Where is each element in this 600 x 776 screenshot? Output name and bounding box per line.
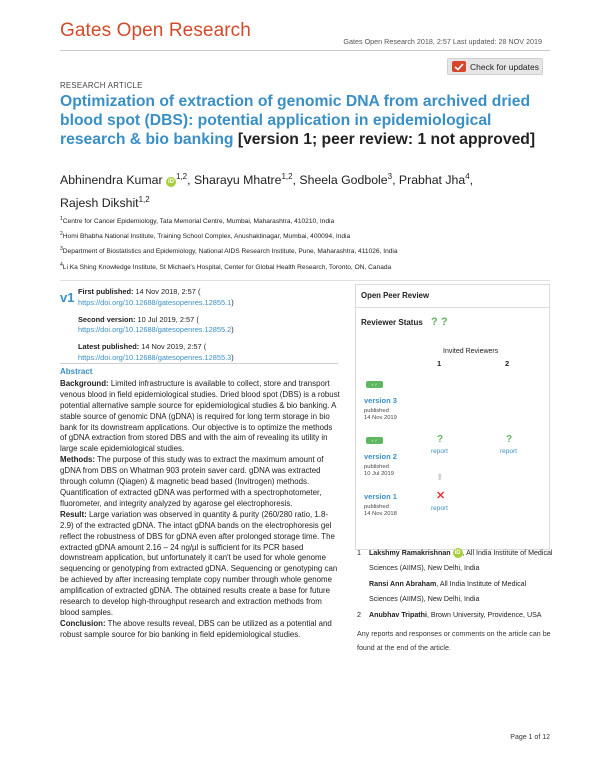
methods-label: Methods: [60, 455, 96, 465]
author-separator: , [392, 173, 399, 188]
abstract-divider [60, 363, 338, 364]
reviewer-status [361, 316, 448, 328]
version-3-link[interactable]: version 3 [364, 396, 397, 405]
version-3-meta [364, 408, 397, 422]
methods-text: The purpose of this study was to extract the maximum amount of gDNA from DBS on Whatman 903 protein saver card. gDNA was extracted through column (Qiagen) & magnetic bead based (Invitrogen) methods. Quantification of extracted gDNA was performed with a spectrophotometer, fluorometer, and integrity analyzed by agarose gel electrophoresis. [60, 455, 324, 508]
author-sup: 3 [387, 172, 393, 181]
question-mark-icon: ? [506, 434, 513, 445]
author-sup: 1,2 [138, 195, 150, 205]
reviewer-col-2: 2 [505, 359, 510, 368]
version-2-published-label: published [364, 464, 389, 470]
author-name[interactable]: Sheela Godbole [299, 173, 388, 188]
author-separator: , [469, 173, 474, 188]
header-divider [60, 50, 550, 51]
second-version-date: 10 Jul 2019, 2:57 ( [135, 314, 199, 324]
author-name[interactable]: Sharayu Mhatre [193, 173, 282, 188]
version-badge-icon: ✓✓ [366, 381, 383, 388]
author-list [60, 167, 540, 213]
review-status-text: [version 1; peer review: 1 not approved] [237, 131, 536, 148]
conclusion-text: The above results reveal, DBS can be utilized as a potential and robust sample source for bio banking in field epidemiological studies. [60, 618, 332, 639]
reviewer-number: 2 [357, 610, 361, 620]
latest-published-label: Latest published: [78, 342, 140, 352]
abstract-conclusion [60, 619, 340, 641]
affiliation-text: Centre for Cancer Epidemiology, Tata Memorial Centre, Mumbai, Maharashtra, 410210, India [62, 218, 335, 226]
affiliation-item [60, 243, 560, 258]
arrow-up-icon: ⬆ [436, 472, 444, 482]
version-3-date: 14 Nov 2019 [364, 415, 397, 421]
version-2-meta [364, 464, 394, 478]
orcid-icon[interactable]: iD [454, 550, 461, 556]
second-version [78, 315, 338, 337]
reviewer-item [357, 546, 553, 575]
result-label: Result: [60, 509, 87, 519]
author-sup: 1,2 [281, 172, 293, 181]
version-1-date: 14 Nov 2018 [364, 511, 397, 517]
not-approved-icon: ✕ [436, 490, 446, 502]
header-meta: Gates Open Research 2018, 2:57 Last updated: 28 NOV 2019 [343, 37, 542, 46]
version-1-link[interactable]: version 1 [364, 492, 397, 501]
publication-history [78, 287, 338, 370]
abstract-methods [60, 455, 340, 510]
article-title [60, 92, 560, 149]
author-sup: 1,2 [175, 172, 188, 181]
second-version-label: Second version: [78, 314, 136, 324]
version-1-published-label: published [364, 504, 389, 510]
abstract-background [60, 379, 340, 455]
reviewer-status-label: Reviewer Status [361, 318, 423, 327]
check-updates-icon [452, 61, 466, 72]
first-doi-link[interactable]: https://doi.org/10.12688/gatesopenres.12855.1 [78, 297, 232, 307]
report-link[interactable]: report [431, 448, 448, 455]
conclusion-label: Conclusion: [60, 618, 106, 628]
latest-published-date: 14 Nov 2019, 2:57 ( [139, 342, 207, 352]
reviewer-name: Ransi Ann Abraham [369, 580, 437, 589]
orcid-icon[interactable]: iD [167, 179, 174, 186]
check-updates-label: Check for updates [470, 61, 539, 72]
affiliation-sup: 3 [60, 246, 63, 253]
version-2-link[interactable]: version 2 [364, 452, 397, 461]
version-label: v1 [60, 290, 75, 305]
paren: ) [231, 297, 234, 307]
peer-review-divider [355, 307, 550, 308]
affiliation-sup: 4 [60, 261, 63, 268]
first-published [78, 287, 338, 309]
reviewer-name: Lakshmy Ramakrishnan [369, 549, 451, 557]
question-mark-icon: ? [437, 434, 444, 445]
report-link[interactable]: report [431, 505, 448, 512]
article-type: RESEARCH ARTICLE [60, 81, 143, 90]
second-doi-link[interactable]: https://doi.org/10.12688/gatesopenres.12855.2 [78, 325, 232, 335]
result-text: Large variation was observed in quantity & purity (260/280 ratio, 1.8-2.9) of the extracted gDNA. The intact gDNA bands on the electrophoresis gel reflect the robustness of DBS for gDNA even after prolonged storage time. The extracted gDNA amount 2.16 – 24 ng/µl is sufficient for its PCR based downstream application, but unfortunately it can't be used for whole genome sequencing or genotyping from extracted gDNA. Sequencing or genotyping can be achieved by after increasing template copy number through whole genome amplification of extracted gDNA. The obtained results create a base for future research to develop high-throughput research and extraction methods from blood samples. [60, 509, 338, 617]
first-published-label: First published: [78, 287, 134, 296]
page-number: Page 1 of 12 [510, 734, 550, 741]
latest-published [78, 342, 338, 364]
paren: ) [231, 325, 234, 335]
affiliation-item [60, 213, 560, 228]
author-name[interactable]: Rajesh Dikshit [60, 196, 139, 211]
status-marks: ? ? [431, 316, 448, 328]
background-text: Limited infrastructure is available to collect, store and transport venous blood in field epidemiological studies. Dried blood spot (DBS) is a robust potential alternative sample source for epidemiological studies & bio banking. A stable source of genomic DNA (gDNA) is required for long term storage in bio bank for its downstream applications. Our objective is to optimize the methods of gDNA extraction from stored DBS and with the aim of revealing its utility in large scale epidemiological studies. [60, 378, 340, 454]
reviewer-number: 1 [357, 548, 361, 557]
first-published-date: 14 Nov 2018, 2:57 ( [133, 287, 201, 296]
invited-reviewers-label: Invited Reviewers [443, 348, 499, 355]
affiliation-text: Department of Biostatistics and Epidemiology, National AIDS Research Institute, Pune, Maharashtra, 411026, India [62, 248, 398, 256]
affiliation-list [60, 213, 560, 274]
version-2-date: 10 Jul 2019 [364, 471, 394, 477]
peer-review-title: Open Peer Review [361, 291, 430, 300]
background-label: Background: [60, 378, 109, 388]
report-link[interactable]: report [500, 448, 517, 455]
article-title-text: Optimization of extraction of genomic DNA from archived dried blood spot (DBS): potential application in epidemiological research & bio banking [60, 93, 531, 148]
author-name[interactable]: Prabhat Jha [398, 173, 466, 188]
version-badge-icon: ✓✓ [366, 437, 383, 444]
reviewer-affiliation: , All India Institute of Medical Sciences (AIIMS), New Delhi, India [369, 580, 527, 603]
author-name[interactable]: Abhinendra Kumar [60, 173, 163, 188]
abstract-result [60, 510, 340, 619]
affiliation-text: Homi Bhabha National Institute, Training School Complex, Anushaktinagar, Mumbai, 400094, India [62, 233, 351, 241]
latest-doi-link[interactable]: https://doi.org/10.12688/gatesopenres.12855.3 [78, 352, 232, 362]
reviewer-affiliation: , Brown University, Providence, USA [426, 611, 542, 620]
reviewer-col-1: 1 [437, 359, 442, 368]
journal-brand[interactable]: Gates Open Research [60, 20, 251, 41]
reviewer-list [357, 546, 553, 655]
affiliation-sup: 1 [60, 216, 63, 222]
affiliation-item [60, 228, 560, 243]
author-separator: , [292, 173, 300, 188]
affiliation-sup: 2 [60, 231, 63, 238]
version-3-published-label: published [364, 408, 389, 414]
section-divider [60, 280, 550, 281]
affiliation-text: Li Ka Shing Knowledge Institute, St Michael's Hospital, Center for Global Health Research, Toronto, ON, Canada [62, 263, 392, 271]
reports-note: Any reports and responses or comments on the article can be found at the end of the article. [357, 629, 551, 652]
reviewer-name: Anubhav Tripathi [369, 611, 427, 620]
affiliation-item [60, 259, 560, 274]
reviewer-item [357, 577, 553, 606]
author-sup: 4 [465, 172, 470, 181]
check-updates-button[interactable] [447, 58, 543, 75]
reviewer-affiliation: , All India Institute of Medical Sciences (AIIMS), New Delhi, India [369, 549, 553, 572]
abstract [60, 367, 340, 641]
reviewer-item [357, 608, 553, 623]
paren: ) [231, 352, 234, 362]
author-separator: , [187, 173, 194, 188]
version-1-meta [364, 504, 397, 518]
abstract-heading: Abstract [60, 367, 93, 376]
